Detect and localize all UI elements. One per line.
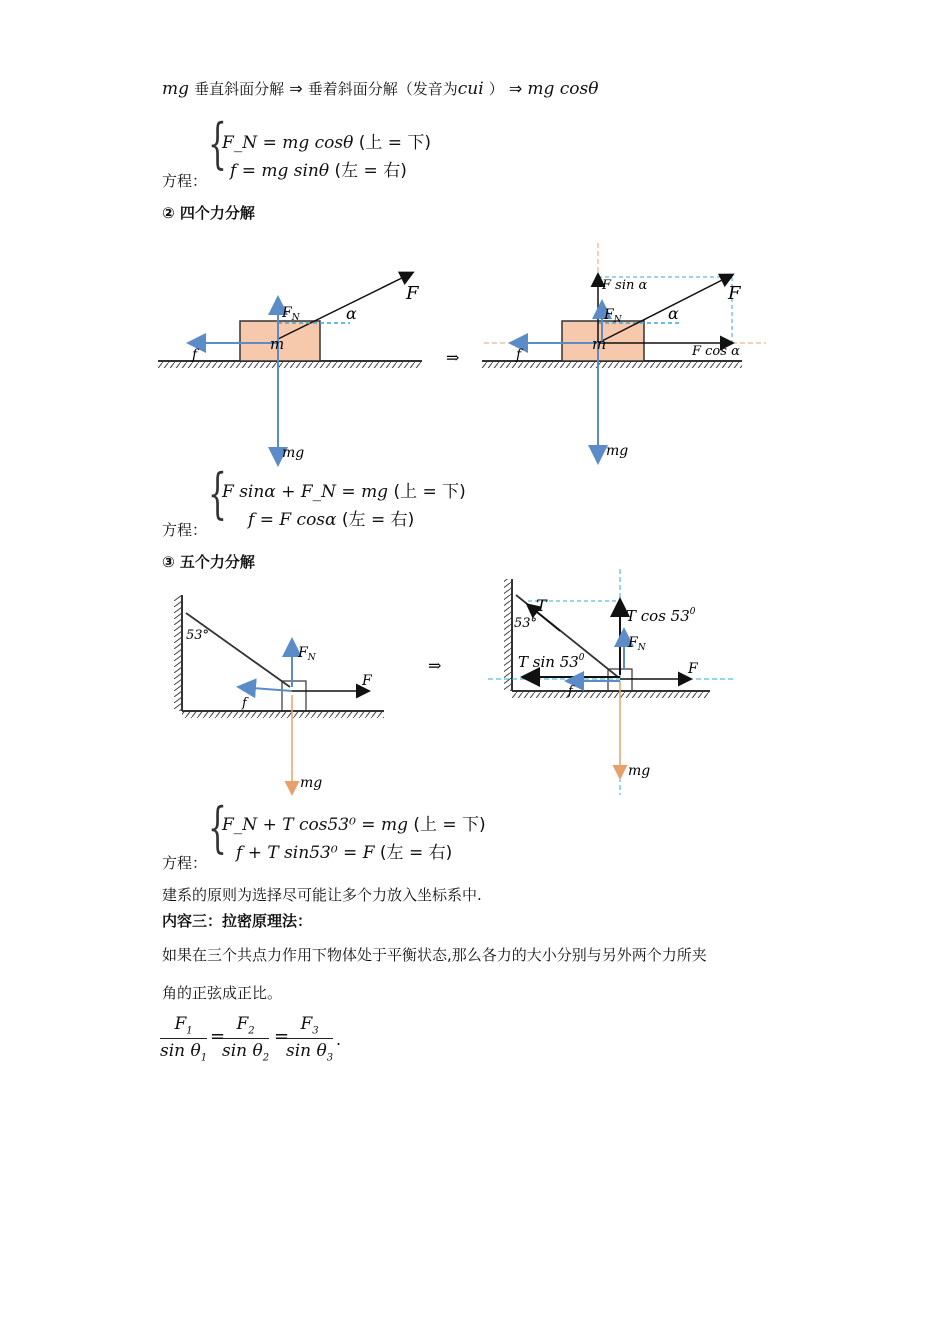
left-FN-label: $F_N$ (282, 305, 300, 323)
right-m-label: m (592, 335, 607, 353)
fraction-2: $\frac{F_2}{\sin \theta_2}$ (222, 1014, 270, 1064)
eq2-label: 方程： (162, 521, 208, 539)
eq3-row1-text: F_N + T cos53⁰ = mg (222, 815, 408, 835)
section4-title: 内容三：拉密原理法： (162, 912, 313, 930)
right3-Tsin-label: T $\sin 53^0$ (518, 653, 585, 671)
left3-wall-ground (174, 595, 384, 718)
equals-1: = (210, 1026, 226, 1047)
eq2-row2-text: f = F cosα (248, 510, 337, 530)
right-f-label: f (516, 347, 522, 363)
eq1-row2-note: (左 = 右) (334, 161, 407, 181)
equals-2: = (274, 1026, 290, 1047)
right3-Tcos-label: T $\cos 53^0$ (626, 607, 696, 625)
left3-mg-label: mg (300, 775, 323, 791)
lami-line2: 角的正弦成正比。 (162, 984, 283, 1002)
right3-mg-label: mg (628, 763, 651, 779)
left-m-label: m (270, 335, 285, 353)
left-ground (158, 361, 422, 368)
eq1-row2-text: f = mg sinθ (230, 161, 330, 181)
left3-FN-label: $F_N$ (298, 645, 316, 663)
brace-3: { (208, 796, 227, 859)
diagram3-implies: ⇒ (428, 656, 442, 675)
eq1-row1-note: (上 = 下) (358, 133, 432, 153)
section3-title: ③ 五个力分解 (162, 553, 255, 571)
cui-text: cui (457, 79, 484, 99)
left-f-label: f (192, 347, 198, 363)
right-alpha-label: α (668, 304, 679, 323)
right-mg-label: mg (606, 443, 629, 459)
left3-f-label: f (242, 696, 247, 711)
left-F-arrow (278, 273, 412, 339)
left3-box (282, 681, 306, 711)
eq3-row1-note: (上 = 下) (413, 815, 486, 835)
eq3-row2 (236, 838, 452, 863)
fraction-1: $\frac{F_1}{\sin \theta_1}$ (160, 1014, 208, 1064)
eq1-row1-text: F_N = mg cosθ (222, 133, 354, 153)
right3-f-label: f (568, 684, 573, 699)
formula-period: . (336, 1030, 342, 1049)
right-Fsin-label: F sin α (602, 278, 648, 293)
right3-FN-label: $F_N$ (628, 635, 646, 653)
along-decompose-text: 垂着斜面分解（发音为 (307, 80, 458, 98)
brace-2: { (208, 462, 227, 525)
eq1-row1 (222, 128, 431, 153)
eq3-row2-text: f + T sin53⁰ = F (236, 843, 375, 863)
right3-F-label: F (688, 661, 698, 677)
line-mg-decomposition (162, 78, 598, 99)
eq2-row1 (222, 477, 466, 502)
implies-arrow: ⇒ (289, 79, 303, 98)
left3-F-label: F (362, 673, 372, 689)
fraction-3: $\frac{F_3}{\sin \theta_3}$ (286, 1014, 334, 1064)
eq2-row1-note: (上 = 下) (393, 482, 466, 502)
eq3-row2-note: (左 = 右) (379, 843, 453, 863)
implies-arrow-2: ⇒ (508, 79, 523, 98)
eq3-label: 方程： (162, 854, 208, 872)
left3-angle-label: 53° (186, 628, 210, 643)
eq2-row1-text: F sinα + F_N = mg (222, 482, 389, 502)
left-F-label: F (406, 283, 419, 304)
principle-text: 建系的原则为选择尽可能让多个力放入坐标系中. (162, 886, 482, 904)
eq2-row2-note: (左 = 右) (341, 510, 415, 530)
perp-decompose-text: 垂直斜面分解 (194, 80, 285, 98)
right-FN-label: $F_N$ (604, 307, 622, 325)
left3-f-arrow (240, 687, 292, 691)
section2-title: ② 四个力分解 (162, 204, 255, 222)
close-paren: ） (488, 80, 504, 98)
eq2-row2 (248, 505, 414, 530)
left-alpha-label: α (346, 304, 357, 323)
eq1-label: 方程： (162, 172, 208, 190)
mg-cos-result: mg cosθ (527, 79, 599, 99)
right-F-label: F (728, 283, 741, 304)
left-mg-label: mg (282, 445, 305, 461)
eq3-row1 (222, 810, 486, 835)
diagram-four-forces (150, 235, 790, 475)
right3-T-label: T (536, 596, 547, 615)
mg-symbol: mg (162, 79, 190, 99)
diagram2-implies: ⇒ (446, 348, 460, 367)
right-Fcos-label: F cos α (692, 344, 740, 359)
diagram-five-forces (150, 565, 760, 805)
eq1-row2 (230, 156, 407, 181)
lami-line1: 如果在三个共点力作用下物体处于平衡状态,那么各力的大小分别与另外两个力所夹 (162, 946, 707, 964)
right3-angle-label: 53° (514, 616, 538, 631)
left3-rope (186, 613, 290, 687)
brace-1: { (208, 112, 227, 175)
